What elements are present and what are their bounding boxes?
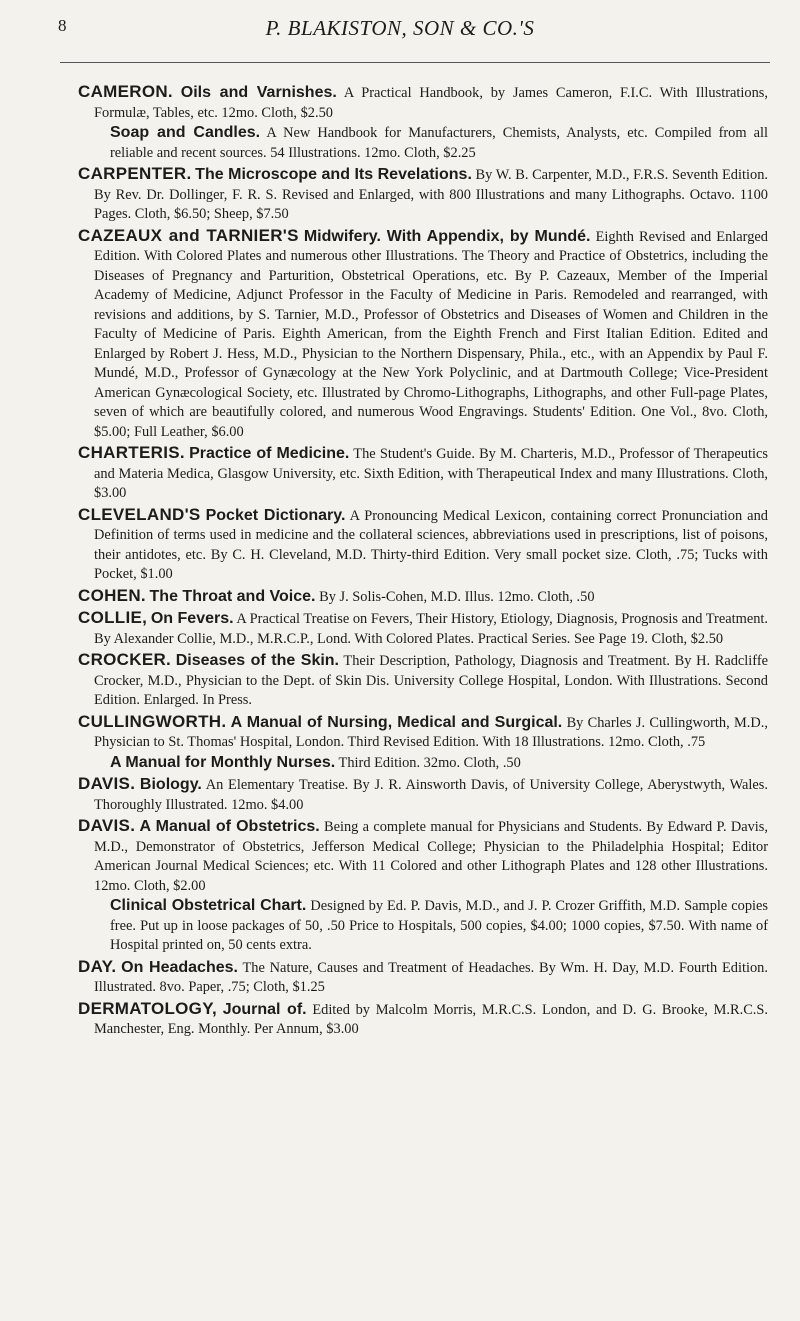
- entry-author: CULLINGWORTH.: [78, 711, 227, 731]
- entry-author: COLLIE,: [78, 608, 148, 627]
- catalogue-entry: [78, 226, 768, 443]
- entry-text: The Nature, Causes and Treatment of Headaches. By Wm. H. Day, M.D. Fourth Edition. Illustrated. 8vo. Paper, .75; Cloth, $1.25: [94, 959, 768, 995]
- subentry-title: Clinical Obstetrical Chart.: [110, 897, 307, 914]
- entry-title: On Fevers.: [150, 610, 234, 627]
- entry-title: On Headaches.: [121, 958, 238, 976]
- catalogue-entry: [78, 505, 768, 585]
- entry-subentry: [94, 123, 768, 163]
- subentry-text: A New Handbook for Manufacturers, Chemists, Analysts, etc. Compiled from all reliable and recent sources. 54 Illustrations. 12mo. Cloth, $2.25: [110, 125, 769, 161]
- entry-subentry: [94, 753, 768, 774]
- entry-author: DAVIS.: [78, 816, 136, 835]
- entry-author: DAY.: [78, 956, 117, 976]
- catalogue-entry: [78, 712, 768, 774]
- entry-title: Biology.: [139, 776, 202, 793]
- catalogue-entry: [78, 608, 768, 649]
- entry-author: DERMATOLOGY,: [78, 998, 217, 1018]
- subentry-text: Third Edition. 32mo. Cloth, .50: [338, 754, 521, 771]
- entry-author: CROCKER.: [78, 650, 172, 669]
- entry-text: A Practical Treatise on Fevers, Their History, Etiology, Diagnosis, Prognosis and Treatment. By Alexander Collie, M.D., M.R.C.P., Lond. With Colored Plates. Practical Series. See Page 19. Cloth, $2.50: [94, 611, 768, 647]
- page-header: [0, 16, 800, 56]
- catalogue-entry: [78, 774, 768, 815]
- entry-subentry: [94, 896, 768, 956]
- subentry-title: Soap and Candles.: [110, 124, 261, 141]
- entry-title: Journal of.: [222, 1000, 307, 1018]
- entry-text: Their Description, Pathology, Diagnosis and Treatment. By H. Radcliffe Crocker, M.D., Physician to the Dept. of Skin Dis. University College Hospital, London. With Illustrations. Second Edition. Enlarged. In Press.: [94, 653, 769, 708]
- entry-author: CAMERON.: [78, 82, 173, 101]
- catalogue-entry: [78, 816, 768, 956]
- entry-text: By J. Solis-Cohen, M.D. Illus. 12mo. Cloth, .50: [319, 588, 595, 605]
- entry-text: By Charles J. Cullingworth, M.D., Physician to St. Thomas' Hospital, London. Third Revised Edition. With 18 Illustrations. 12mo. Cloth, .75: [94, 714, 768, 750]
- entry-title: Practice of Medicine.: [189, 445, 350, 462]
- catalogue-entry: [78, 957, 768, 998]
- page-number: 8: [58, 16, 67, 35]
- entry-text: By W. B. Carpenter, M.D., F.R.S. Seventh Edition. By Rev. Dr. Dollinger, F. R. S. Revised and Enlarged, with 800 Illustrations and many Lithographs. Octavo. 1100 Pages. Cloth, $6.50; Sheep, $7.50: [94, 167, 768, 222]
- entry-title: A Manual of Obstetrics.: [139, 818, 320, 835]
- header-rule: [60, 62, 770, 63]
- catalogue-entry: [78, 164, 768, 225]
- entry-text: A Practical Handbook, by James Cameron, F.I.C. With Illustrations, Formulæ, Tables, etc. 12mo. Cloth, $2.50: [94, 85, 768, 121]
- catalogue-entry: [78, 650, 768, 711]
- entry-title: A Manual of Nursing, Medical and Surgical.: [230, 713, 563, 731]
- subentry-text: Designed by Ed. P. Davis, M.D., and J. P. Crozer Griffith, M.D. Sample copies free. Put up in loose packages of 50, .50 Price to Hospitals, 500 copies, $4.00; 1000 copies, $7.50. With name of Hospital printed on, 50 cents extra.: [110, 898, 769, 953]
- subentry-title: A Manual for Monthly Nurses.: [110, 753, 336, 771]
- entry-text: Edited by Malcolm Morris, M.R.C.S. London, and D. G. Brooke, M.R.C.S. Manchester, Eng. Monthly. Per Annum, $3.00: [94, 1001, 768, 1037]
- entry-title: The Microscope and Its Revelations.: [195, 166, 472, 183]
- entry-author: CARPENTER.: [78, 164, 192, 183]
- entry-author: CLEVELAND'S: [78, 504, 201, 524]
- entry-title: Diseases of the Skin.: [175, 652, 340, 669]
- entry-text: A Pronouncing Medical Lexicon, containing correct Pronunciation and Definition of terms used in medicine and the collateral sciences, abbreviations used in prescriptions, list of poisons, their antidotes, etc. By C. H. Cleveland, M.D. Thirty-third Edition. Very small pocket size. Cloth, .75; Tucks with Pocket, $1.00: [94, 507, 768, 582]
- catalogue-entry: [78, 586, 768, 608]
- catalogue-entry: [78, 443, 768, 504]
- catalogue-entry: [78, 82, 768, 163]
- entry-title: Pocket Dictionary.: [205, 506, 346, 524]
- catalogue-entry: [78, 999, 768, 1040]
- entry-title: Midwifery. With Appendix, by Mundé.: [303, 227, 591, 245]
- entry-author: DAVIS.: [78, 774, 136, 793]
- entry-author: COHEN.: [78, 585, 146, 605]
- entry-text: Eighth Revised and Enlarged Edition. With Colored Plates and numerous other Illustrations. The Theory and Practice of Obstetrics, including the Diseases of Pregnancy and Parturition, Obstetrical Operations, etc. By P. Cazeaux, Member of the Imperial Academy of Medicine, Adjunct Professor in the Faculty of Medicine in Paris. Remodeled and rearranged, with revisions and additions, by S. Tarnier, M.D., Professor of Obstetrics and Diseases of Women and Children in the Faculty of Medicine of Paris. Eighth American, from the Eighth French and First Italian Edition. Edited and Enlarged by Robert J. Hess, M.D., Physician to the Northern Dispensary, Phila., etc., with an Appendix by Paul F. Mundé, M.D., Professor of Gynæcology at the New York Polyclinic, and at Dartmouth College; Vice-President American Gynæcological Society, etc. Illustrated by Chromo-Lithographs, Lithographs, and other Full-page Plates, seven of which are beautifully colored, and numerous Wood Engravings. Students' Edition. One Vol., 8vo. Cloth, $5.00; Full Leather, $6.00: [94, 228, 768, 440]
- entry-title: Oils and Varnishes.: [180, 84, 337, 101]
- entry-author: CHARTERIS.: [78, 443, 185, 462]
- entry-text: An Elementary Treatise. By J. R. Ainsworth Davis, of University College, Aberystwyth, Wales. Thoroughly Illustrated. 12mo. $4.00: [94, 777, 768, 813]
- catalogue-entries: [78, 82, 768, 1041]
- entry-text: The Student's Guide. By M. Charteris, M.D., Professor of Therapeutics and Materia Medica, Glasgow University, etc. Sixth Edition, with Therapeutical Index and many Illustrations. Cloth, $3.00: [94, 446, 768, 501]
- running-head: P. BLAKISTON, SON & CO.'S: [265, 16, 535, 40]
- entry-title: The Throat and Voice.: [149, 587, 316, 605]
- entry-text: Being a complete manual for Physicians and Students. By Edward P. Davis, M.D., Demonstrator of Obstetrics, Jefferson Medical College; Physician to the Philadelphia Hospital; Editor American Journal Medical Sciences; etc. With 11 Colored and other Lithograph Plates and 128 other Illustrations. 12mo. Cloth, $2.00: [94, 819, 768, 894]
- entry-author: CAZEAUX and TARNIER'S: [78, 225, 299, 245]
